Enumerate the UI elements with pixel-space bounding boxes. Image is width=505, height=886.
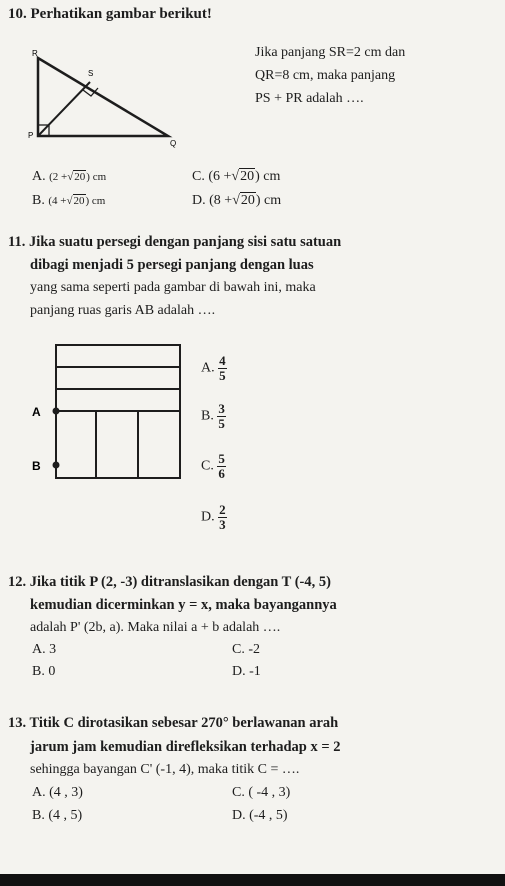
q12-option-b[interactable]: B. 0 xyxy=(32,664,56,679)
option-letter: D. xyxy=(201,509,215,525)
label-r: R xyxy=(32,49,38,58)
label-a: A xyxy=(32,405,41,419)
option-letter: C. xyxy=(201,458,214,474)
q12-line3: adalah P' (2b, a). Maka nilai a + b adalah …. xyxy=(30,620,281,635)
q12-option-a[interactable]: A. 3 xyxy=(32,642,57,657)
q11-line2: dibagi menjadi 5 persegi panjang dengan luas xyxy=(30,257,314,273)
option-fraction: $\frac{2}{3}$ xyxy=(219,502,226,532)
segment-ps xyxy=(38,82,90,136)
option-letter: D. xyxy=(192,193,206,208)
option-letter: C. xyxy=(192,169,205,184)
option-fraction: $\frac{5}{6}$ xyxy=(218,451,225,481)
point-b xyxy=(53,462,60,469)
q13-option-c[interactable]: C. ( -4 , 3) xyxy=(232,785,291,800)
option-pre: (6 + xyxy=(208,169,232,184)
q10-option-b[interactable]: B. (4 +√20) cm xyxy=(32,193,106,208)
q11-line3: yang sama seperti pada gambar di bawah ini, maka xyxy=(30,280,316,295)
option-letter: B. xyxy=(201,408,214,424)
q10-option-a[interactable]: A. (2 +√20) cm xyxy=(32,169,107,184)
option-radicand: 20 xyxy=(73,195,85,207)
triangle-pqr xyxy=(38,58,168,136)
option-radicand: 20 xyxy=(74,171,86,183)
q10-option-d[interactable]: D. (8 +√20) cm xyxy=(192,193,282,208)
q13-option-a[interactable]: A. (4 , 3) xyxy=(32,785,83,800)
q10-title: 10. Perhatikan gambar berikut! xyxy=(8,6,212,22)
q11-option-a[interactable] xyxy=(201,354,227,383)
q13-line2: jarum jam kemudian direfleksikan terhadap x = 2 xyxy=(30,739,341,755)
option-radicand: 20 xyxy=(240,193,255,208)
label-b: B xyxy=(32,459,41,473)
option-post: ) cm xyxy=(255,193,282,208)
q10-option-c[interactable]: C. (6 +√20) cm xyxy=(192,169,281,184)
q13-line3: sehingga bayangan C' (-1, 4), maka titik C = …. xyxy=(30,762,300,777)
q13-option-d[interactable]: D. (-4 , 5) xyxy=(232,808,288,823)
option-fraction: $\frac{4}{5}$ xyxy=(219,353,226,383)
option-letter: A. xyxy=(201,360,215,376)
q11-option-b[interactable] xyxy=(201,402,226,431)
q10-text-line1: Jika panjang SR=2 cm dan xyxy=(255,45,406,60)
label-q: Q xyxy=(170,139,177,148)
option-post: ) cm xyxy=(85,195,106,207)
point-a xyxy=(53,408,60,415)
option-post: ) cm xyxy=(86,171,107,183)
option-letter: A. xyxy=(32,169,46,184)
q11-line1: 11. Jika suatu persegi dengan panjang sisi satu satuan xyxy=(8,234,342,250)
q10-text-line2: QR=8 cm, maka panjang xyxy=(255,68,396,83)
option-fraction: $\frac{3}{5}$ xyxy=(218,401,225,431)
option-pre: (8 + xyxy=(209,193,233,208)
q10-text-line3: PS + PR adalah …. xyxy=(255,91,364,106)
q13-option-b[interactable]: B. (4 , 5) xyxy=(32,808,83,823)
q11-line4: panjang ruas garis AB adalah …. xyxy=(30,303,216,318)
q11-option-c[interactable] xyxy=(201,452,226,481)
option-pre: (4 + xyxy=(48,195,67,207)
label-s: S xyxy=(88,69,94,78)
option-post: ) cm xyxy=(255,169,281,184)
option-letter: B. xyxy=(32,193,45,208)
q11-square-diagram xyxy=(28,340,188,490)
q12-line1: 12. Jika titik P (2, -3) ditranslasikan dengan T (-4, 5) xyxy=(8,574,331,590)
q13-line1: 13. Titik C dirotasikan sebesar 270° berlawanan arah xyxy=(8,715,339,731)
q11-option-d[interactable] xyxy=(201,503,227,532)
q10-triangle-diagram xyxy=(28,48,188,158)
q12-line2: kemudian dicerminkan y = x, maka bayangannya xyxy=(30,597,337,613)
bottom-edge-bar xyxy=(0,874,505,886)
label-p: P xyxy=(28,131,34,140)
q12-option-c[interactable]: C. -2 xyxy=(232,642,260,657)
option-radicand: 20 xyxy=(240,169,255,184)
q12-option-d[interactable]: D. -1 xyxy=(232,664,261,679)
option-pre: (2 + xyxy=(49,171,68,183)
